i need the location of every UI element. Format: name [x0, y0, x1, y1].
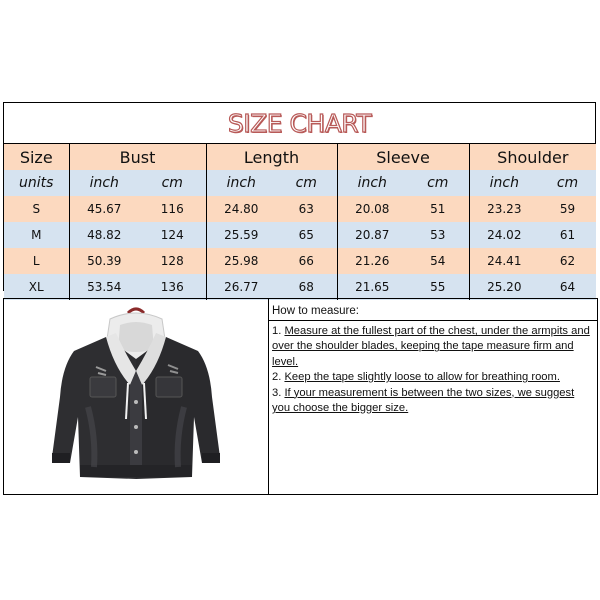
table-row [4, 196, 596, 222]
sleeve-inch-cell: 21.26 [337, 248, 407, 274]
bust-inch-cell: 50.39 [69, 248, 139, 274]
denim-jacket-icon [44, 307, 229, 487]
table-header-row [4, 144, 596, 170]
size-cell: L [4, 248, 69, 274]
sleeve-inch-cell: 21.65 [337, 274, 407, 300]
size-cell: M [4, 222, 69, 248]
size-chart-title: SIZE CHART [4, 103, 595, 144]
bust-cm-cell: 124 [139, 222, 206, 248]
size-cell: XL [4, 274, 69, 300]
units-label: units [4, 170, 69, 196]
unit-cm: cm [407, 170, 469, 196]
length-cm-cell: 65 [276, 222, 337, 248]
measure-step: 1. Measure at the fullest part of the chest, under the armpits and over the shoulder blades, keeping the tape measure firm and level. [272, 325, 590, 368]
unit-cm: cm [139, 170, 206, 196]
size-chart [3, 102, 596, 294]
bust-cm-cell: 128 [139, 248, 206, 274]
how-to-measure [269, 299, 597, 494]
how-to-measure-title: How to measure: [269, 299, 597, 321]
bust-cm-cell: 116 [139, 196, 206, 222]
header-bust: Bust [69, 144, 206, 170]
length-inch-cell: 24.80 [206, 196, 276, 222]
length-cm-cell: 66 [276, 248, 337, 274]
header-length: Length [206, 144, 337, 170]
unit-cm: cm [276, 170, 337, 196]
unit-cm: cm [539, 170, 596, 196]
bust-inch-cell: 48.82 [69, 222, 139, 248]
length-inch-cell: 25.98 [206, 248, 276, 274]
sleeve-cm-cell: 54 [407, 248, 469, 274]
unit-inch: inch [469, 170, 539, 196]
product-image [4, 299, 269, 494]
measure-step: 2. Keep the tape slightly loose to allow for breathing room. [272, 371, 560, 384]
bust-cm-cell: 136 [139, 274, 206, 300]
how-to-measure-steps [269, 321, 597, 416]
length-cm-cell: 63 [276, 196, 337, 222]
bust-inch-cell: 53.54 [69, 274, 139, 300]
table-row [4, 222, 596, 248]
length-cm-cell: 68 [276, 274, 337, 300]
unit-inch: inch [337, 170, 407, 196]
measure-step: 3. If your measurement is between the two sizes, we suggest you choose the bigger size. [272, 386, 575, 415]
sleeve-cm-cell: 51 [407, 196, 469, 222]
sleeve-inch-cell: 20.08 [337, 196, 407, 222]
header-sleeve: Sleeve [337, 144, 469, 170]
unit-inch: inch [206, 170, 276, 196]
header-shoulder: Shoulder [469, 144, 596, 170]
shoulder-cm-cell: 61 [539, 222, 596, 248]
length-inch-cell: 26.77 [206, 274, 276, 300]
sleeve-cm-cell: 53 [407, 222, 469, 248]
units-row [4, 170, 596, 196]
shoulder-inch-cell: 24.02 [469, 222, 539, 248]
length-inch-cell: 25.59 [206, 222, 276, 248]
unit-inch: inch [69, 170, 139, 196]
shoulder-cm-cell: 62 [539, 248, 596, 274]
shoulder-cm-cell: 64 [539, 274, 596, 300]
sleeve-cm-cell: 55 [407, 274, 469, 300]
shoulder-cm-cell: 59 [539, 196, 596, 222]
measure-panel [3, 298, 598, 495]
bust-inch-cell: 45.67 [69, 196, 139, 222]
table-row [4, 248, 596, 274]
size-cell: S [4, 196, 69, 222]
header-size: Size [4, 144, 69, 170]
shoulder-inch-cell: 24.41 [469, 248, 539, 274]
sleeve-inch-cell: 20.87 [337, 222, 407, 248]
size-table [4, 144, 596, 300]
shoulder-inch-cell: 25.20 [469, 274, 539, 300]
table-row [4, 274, 596, 300]
shoulder-inch-cell: 23.23 [469, 196, 539, 222]
